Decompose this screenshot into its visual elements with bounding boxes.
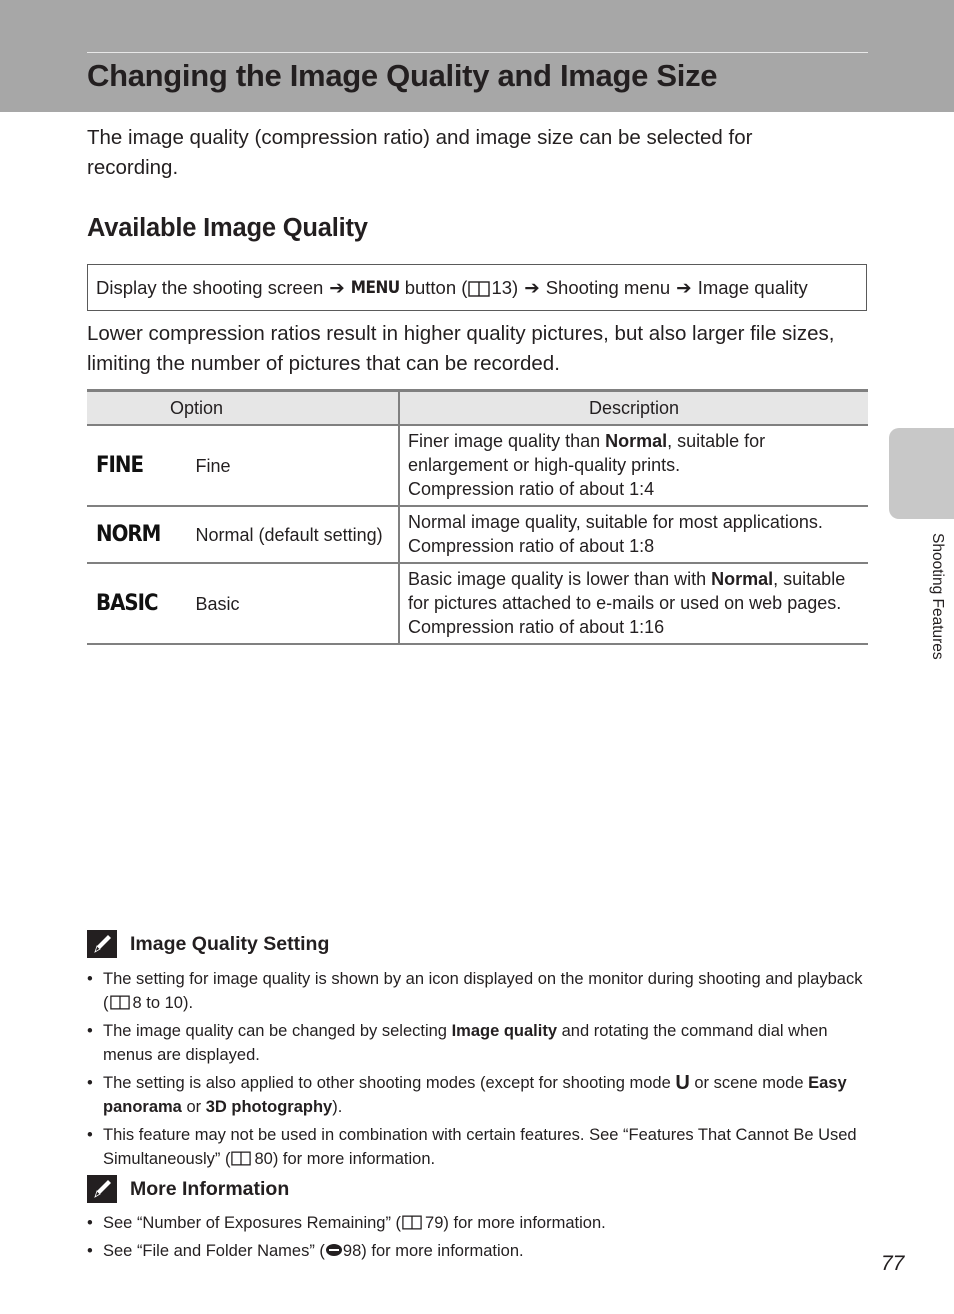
list-item: • This feature may not be used in combination with certain features. See “Features That Cannot Be Used Simultaneously” ( 80) for more information. [87,1123,867,1171]
bullet: • [87,1074,93,1092]
book-reference-icon [110,993,132,1009]
side-thumb-tab [889,428,954,519]
page-title: Changing the Image Quality and Image Size [87,58,718,93]
table-row [87,563,868,644]
option-label: Normal (default setting) [195,506,399,563]
pencil-note-icon [87,930,117,958]
arrow-right-icon: ➔ [524,276,540,298]
option-label: Fine [195,425,399,506]
arrow-right-icon: ➔ [676,276,692,298]
header-rule [87,52,868,53]
menu-button-icon: MENU [350,277,400,298]
menu-path-shooting-menu: Shooting menu [545,276,671,298]
bullet: • [87,1126,93,1144]
basic-quality-icon: BASIC [96,590,158,616]
note-title: Image Quality Setting [130,932,330,955]
list-item: • The image quality can be changed by selecting Image quality and rotating the command dial when menus are displayed. [87,1019,867,1067]
header-band [0,0,954,112]
book-reference-icon [402,1213,424,1229]
bullet: • [87,1242,93,1260]
option-description: Finer image quality than Normal, suitable for enlargement or high-quality prints. Compression ratio of about 1:4 [399,425,868,506]
menu-path-page-ref: 13) [491,276,519,298]
list-item: • The setting is also applied to other shooting modes (except for shooting mode U or scene mode Easy panorama or 3D photography). [87,1072,847,1116]
compression-paragraph: Lower compression ratios result in higher quality pictures, but also larger file sizes, limiting the number of pictures that can be recorded. [87,322,835,375]
bullet: • [87,1022,93,1040]
arrow-right-icon: ➔ [329,276,345,298]
table-row [87,425,868,506]
note-heading [87,1175,289,1203]
header-description: Description [399,391,868,426]
option-description: Basic image quality is lower than with Normal, suitable for pictures attached to e-mails or used on web pages. Compression ratio of about 1:16 [399,563,868,644]
intro-paragraph: The image quality (compression ratio) and image size can be selected for recording. [87,126,753,179]
note-list [87,967,867,1175]
list-item: • See “Number of Exposures Remaining” ( 79) for more information. [87,1211,867,1235]
normal-quality-icon: NORM [96,521,161,547]
note-list [87,1211,867,1267]
list-item: • See “File and Folder Names” ( 98) for more information. [87,1239,867,1263]
menu-path-start: Display the shooting screen [96,276,324,298]
table-row [87,506,868,563]
section-heading: Available Image Quality [87,214,368,242]
image-quality-table [87,389,868,645]
menu-path-button-text: button ( [404,276,468,298]
header-option: Option [87,391,399,426]
book-reference-icon [468,280,490,296]
book-reference-icon [231,1149,253,1165]
menu-path-box [87,264,867,311]
table-header-row [87,391,868,426]
menu-path-item: Image quality [697,276,808,298]
bullet: • [87,1214,93,1232]
shooting-mode-u-icon: U [675,1072,690,1094]
pencil-note-icon [87,1175,117,1203]
list-item: • The setting for image quality is shown by an icon displayed on the monitor during shooting and playback ( 8 to 10). [87,967,867,1015]
page-number: 77 [881,1252,905,1275]
option-description: Normal image quality, suitable for most applications. Compression ratio of about 1:8 [399,506,868,563]
option-label: Basic [195,563,399,644]
side-section-label: Shooting Features [929,533,946,660]
note-title: More Information [130,1177,290,1200]
note-heading [87,930,329,958]
bullet: • [87,970,93,988]
fine-quality-icon: FINE [96,452,143,478]
reference-section-icon [325,1240,343,1254]
